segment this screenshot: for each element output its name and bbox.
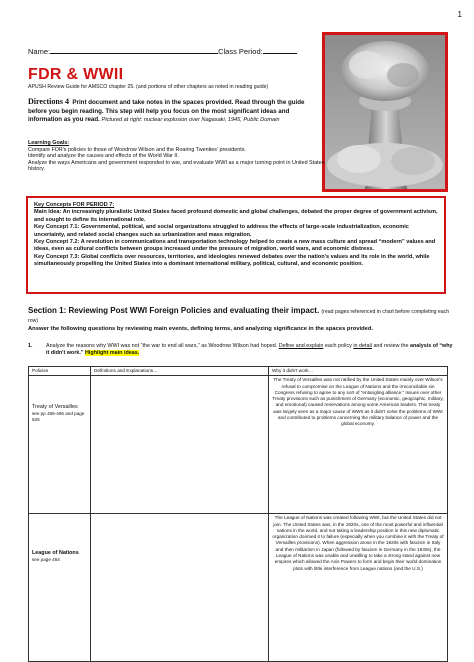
policy-pages: see page 464	[32, 556, 60, 562]
class-period-label: Class Period:	[218, 47, 263, 56]
why-cell: The Treaty of Versailles was not ratified by the United States mainly over Wilson's refusal to compromise on the League of Nations and the irreconcilable sin Congress refusing to agree to any sort of “entangling alliance.” Issues over other Treaty provisions such as punishment of Germany (economic, geographic, military, and emotional) caused reservations among some American leaders. This treaty was largely seen as a major cause of WWII as it didn't solve the problems of WWI and contributed to problems concerning the military balance of power and the global economy.	[269, 376, 448, 514]
definition-cell[interactable]	[91, 376, 269, 514]
why-cell: The League of Nations was created following WWI, but the United States did not join. The United States was, in the 1920s, one of the most powerful and influential nations in the world, and not taking a leadership position in this new diplomatic organization doomed it to failure (especially when you combine it with the Treaty of Versailles provisions). When aggression arose in the 1920s with fascism in Italy and then militarism in Japan (followed by fascism in Germany in the 1930s), the League of Nations was unable and unwilling to take a strong stand against new empires which allowed the Axis Powers to form and begin their world domination plots with little interference from League nations (and the U.S.)	[269, 514, 448, 662]
main-idea: Main Idea: An increasingly pluralistic United States faced profound domestic and global challenges, debated the proper degree of government activism, and sought to define its international role.	[34, 209, 438, 223]
learning-goal-item: Identify and analyze the causes and effects of the World War II.	[28, 153, 179, 160]
question-analysis: analysis of “why it didn't work.”	[46, 343, 453, 357]
question-review: and review the	[373, 343, 409, 349]
question-define: Define and explain	[278, 343, 324, 349]
learning-goals-heading: Learning Goals:	[28, 140, 70, 146]
learning-goal-item: Compare FDR's policies to those of Woodrow Wilson and the Roaring Twenties' presidents.	[28, 146, 246, 153]
question-in-detail: in detail	[353, 343, 372, 349]
learning-goal-item: Analyze the ways Americans and government responded to war, and evaluate WWI as a major turning point in United States history.	[28, 159, 325, 173]
table-header-row	[29, 367, 448, 376]
definition-cell[interactable]	[91, 514, 269, 662]
key-concept-7-1: Key Concept 7.1: Governmental, political, and social organizations struggled to address the effects of large-scale industrialization, economic uncertainty, and related social changes such as urbanization and mass migration.	[34, 224, 409, 238]
section-1-note: (read pages referenced in chart before completing each row)	[28, 309, 450, 324]
header-policies: Policies	[29, 367, 91, 376]
name-blank[interactable]	[50, 46, 218, 54]
directions	[28, 98, 322, 125]
question-text: Analyze the reasons why WWI was not “the war to end all wars,” as Woodrow Wilson had hoped.	[46, 343, 278, 349]
header-definitions: Definitions and Explanations…	[91, 367, 269, 376]
key-concept-7-3: Key Concept 7.3: Global conflicts over resources, territories, and ideologies renewed debates over the nation's values and its role in the world, while simultaneously propelling the United States into a dominant international military, political, cultural, and economic position.	[34, 253, 430, 268]
nagasaki-photo	[322, 32, 448, 192]
key-concepts-box	[26, 196, 446, 294]
table-row	[29, 376, 448, 514]
section-1-heading	[28, 306, 458, 324]
page-title: FDR & WWII	[28, 66, 124, 83]
policies-table	[28, 366, 448, 662]
photo-caption: Pictured at right: nuclear explosion over Nagasaki, 1945, Public Domain	[101, 117, 280, 124]
policy-cell	[29, 376, 91, 514]
directions-lead: Directions 4	[28, 97, 69, 106]
name-line	[28, 46, 297, 56]
key-concepts-heading: Key Concepts FOR PERIOD 7:	[34, 202, 115, 208]
name-label: Name:	[28, 47, 51, 56]
question-each-policy: each policy	[324, 343, 352, 349]
learning-goals	[28, 140, 328, 173]
class-period-blank[interactable]	[263, 46, 297, 54]
policy-pages: see pp 465-466 and page 525	[32, 410, 85, 423]
page-subtitle: APUSH Review Guide for AMSCO chapter 25. (and portions of other chapters as noted in reading guide)	[28, 84, 269, 90]
header-why: Why it didn't work…	[269, 367, 448, 376]
page-number: 1	[457, 10, 462, 19]
answer-instruction: Answer the following questions by reviewing main events, defining terms, and analyzing significance in the spaces provided.	[28, 326, 373, 332]
policy-name: Treaty of Versailles	[32, 404, 78, 411]
table-row	[29, 514, 448, 662]
key-concept-7-2: Key Concept 7.2: A revolution in communications and transportation technology helped to create a new mass culture and spread “modern” values and ideas, even as cultural conflicts between groups increased under the pressure of migration, world wars, and economic distress.	[34, 239, 436, 253]
section-1-title: Section 1: Reviewing Post WWI Foreign Policies and evaluating their impact.	[28, 306, 320, 315]
question-number: 1.	[28, 343, 33, 349]
question-1	[28, 343, 453, 357]
policy-cell	[29, 514, 91, 662]
directions-text: Print document and take notes in the spaces provided. Read through the guide before you begin reading. This step will help you focus on the most significant ideas and information as you read.	[28, 99, 305, 124]
highlight-instruction: Highlight main ideas.	[85, 350, 140, 357]
policy-name: League of Nations	[32, 550, 79, 557]
